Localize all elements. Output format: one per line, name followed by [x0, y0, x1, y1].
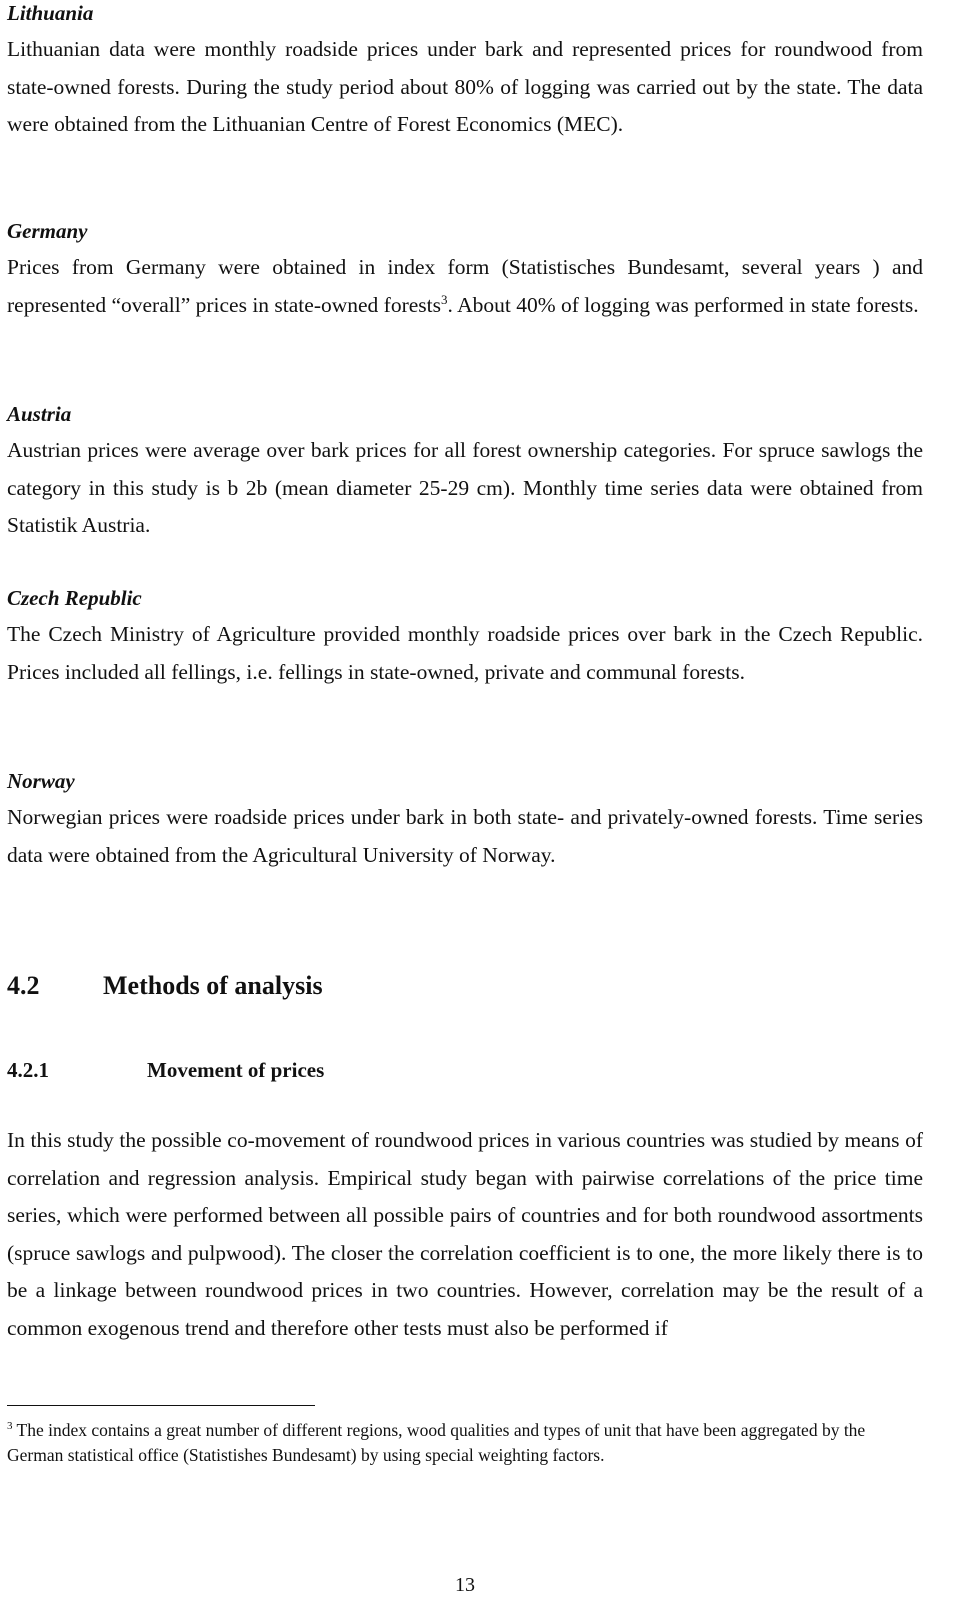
- section-germany: [7, 218, 923, 324]
- subchapter-title: Movement of prices: [147, 1058, 325, 1082]
- section-body-norway: Norwegian prices were roadside prices under bark in both state- and privately-owned forests. Time series data were obtained from the Agricultural University of Norway.: [7, 805, 923, 867]
- germany-body-text-1: Prices from Germany were obtained in index form (Statistisches Bundesamt, several years ) and represented “overall” prices in state-owned forests: [7, 255, 923, 317]
- section-lithuania: [7, 0, 923, 144]
- footnote-reference: 3: [441, 291, 448, 307]
- subchapter-section: [7, 1122, 923, 1347]
- section-heading-lithuania: Lithuania: [7, 1, 94, 25]
- section-czech-republic: [7, 585, 923, 691]
- section-heading-norway: Norway: [7, 769, 75, 793]
- germany-body-text-2: . About 40% of logging was performed in state forests.: [447, 292, 919, 317]
- section-heading-germany: Germany: [7, 219, 88, 243]
- chapter-number: 4.2: [7, 971, 40, 1000]
- footnote-text: The index contains a great number of different regions, wood qualities and types of unit that have been aggregated by the German statistical office (Statistishes Bundesamt) by using special weighting factors.: [7, 1420, 866, 1465]
- section-norway: [7, 768, 923, 874]
- section-body-lithuania: Lithuanian data were monthly roadside prices under bark and represented prices for roundwood from state-owned forests. During the study period about 80% of logging was carried out by the state. The data were obtained from the Lithuanian Centre of Forest Economics (MEC).: [7, 37, 923, 136]
- section-heading-czech-republic: Czech Republic: [7, 586, 142, 610]
- section-austria: [7, 401, 923, 545]
- footnote-divider: [7, 1405, 315, 1406]
- subchapter-number: 4.2.1: [7, 1058, 49, 1082]
- footnote-mark: 3: [7, 1420, 13, 1433]
- section-body-czech-republic: The Czech Ministry of Agriculture provided monthly roadside prices over bark in the Czech Republic. Prices included all fellings, i.e. fellings in state-owned, private and communal forests.: [7, 622, 923, 684]
- footnote: [7, 1418, 923, 1468]
- subchapter-body: In this study the possible co-movement of roundwood prices in various countries was studied by means of correlation and regression analysis. Empirical study began with pairwise correlations of the price time series, which were performed between all possible pairs of countries and for both roundwood assortments (spruce sawlogs and pulpwood). The closer the correlation coefficient is to one, the more likely there is to be a linkage between roundwood prices in two countries. However, correlation may be the result of a common exogenous trend and therefore other tests must also be performed if: [7, 1128, 923, 1340]
- section-body-austria: Austrian prices were average over bark prices for all forest ownership categories. For spruce sawlogs the category in this study is b 2b (mean diameter 25-29 cm). Monthly time series data were obtained from Statistik Austria.: [7, 438, 923, 537]
- chapter-title: Methods of analysis: [103, 971, 323, 1000]
- page-number: 13: [455, 1574, 475, 1596]
- section-heading-austria: Austria: [7, 402, 72, 426]
- section-body-germany: [7, 249, 923, 324]
